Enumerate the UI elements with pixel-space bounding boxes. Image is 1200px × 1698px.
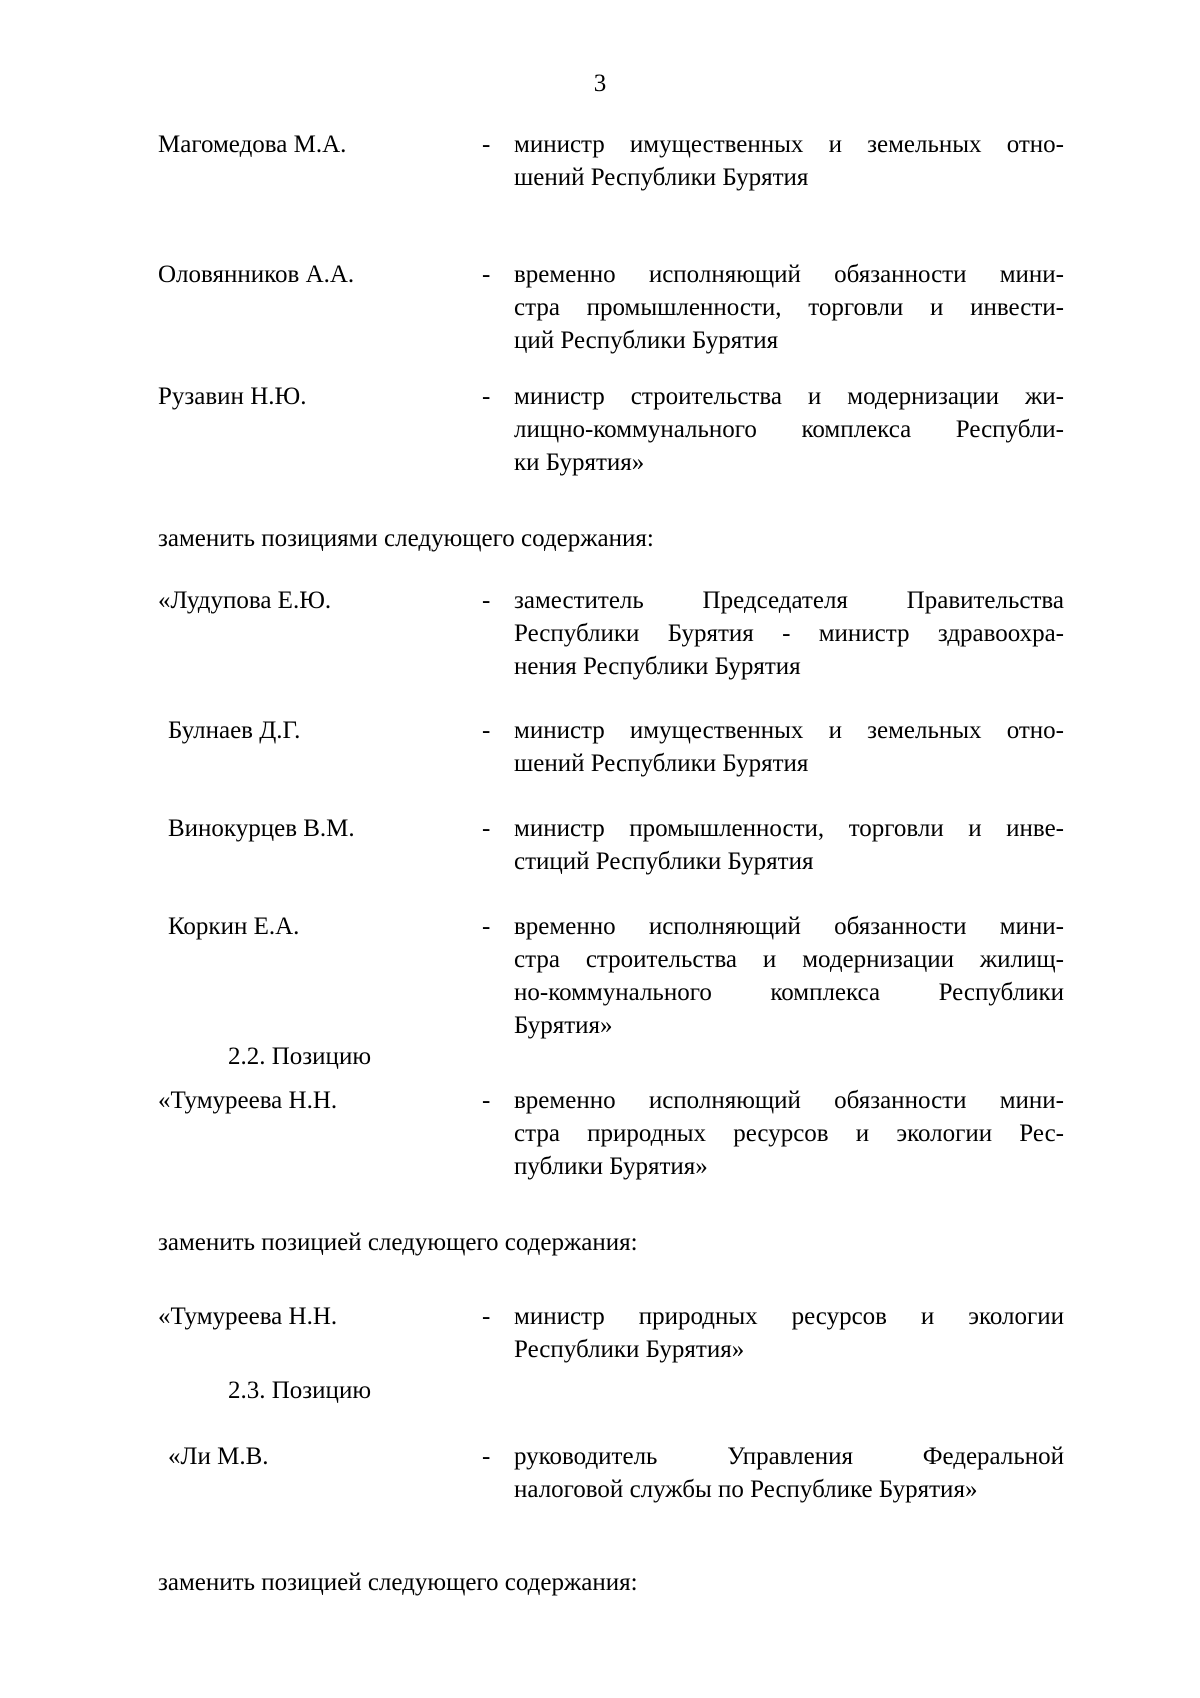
replace-instruction: заменить позициями следующего содержания: [158,525,654,552]
description-line: ки Бурятия» [514,449,645,476]
dash: - [482,815,491,842]
dash: - [482,1443,491,1470]
description-line: министр природных ресурсов и экологии [514,1303,1064,1330]
person-name: «Лудупова Е.Ю. [158,587,332,614]
description-line: шений Республики Бурятия [514,164,809,191]
replace-instruction: заменить позицией следующего содержания: [158,1569,638,1596]
description-line: стиций Республики Бурятия [514,848,814,875]
description-line: временно исполняющий обязанности мини- [514,1087,1064,1114]
person-name: Оловянников А.А. [158,261,355,288]
person-name: Магомедова М.А. [158,131,347,158]
position-description [514,1440,1064,1506]
dash: - [482,1303,491,1330]
description-line: ций Республики Бурятия [514,327,779,354]
description-line: министр промышленности, торговли и инве- [514,815,1064,842]
person-name: «Ли М.В. [168,1443,269,1470]
description-line: лищно-коммунального комплекса Республи- [514,416,1064,443]
person-name: Булнаев Д.Г. [168,717,301,744]
person-name: Коркин Е.А. [168,913,300,940]
person-name: Рузавин Н.Ю. [158,383,307,410]
position-description [514,1300,1064,1366]
dash: - [482,131,491,158]
section-heading: 2.3. Позицию [228,1377,371,1404]
position-description [514,1084,1064,1183]
description-line: шений Республики Бурятия [514,750,809,777]
dash: - [482,383,491,410]
section-heading: 2.2. Позицию [228,1043,371,1070]
position-description [514,910,1064,1042]
description-line: руководитель Управления Федеральной [514,1443,1064,1470]
description-line: Республики Бурятия» [514,1336,745,1363]
description-line: но-коммунального комплекса Республики [514,979,1064,1006]
dash: - [482,717,491,744]
position-description [514,714,1064,780]
dash: - [482,587,491,614]
description-line: стра природных ресурсов и экологии Рес- [514,1120,1064,1147]
description-line: стра промышленности, торговли и инвести- [514,294,1064,321]
description-line: нения Республики Бурятия [514,653,801,680]
person-name: «Тумуреева Н.Н. [158,1087,338,1114]
person-name: «Тумуреева Н.Н. [158,1303,338,1330]
description-line: временно исполняющий обязанности мини- [514,913,1064,940]
person-name: Винокурцев В.М. [168,815,355,842]
description-line: стра строительства и модернизации жилищ- [514,946,1064,973]
replace-instruction: заменить позицией следующего содержания: [158,1229,638,1256]
dash: - [482,261,491,288]
page-number: 3 [593,70,607,97]
description-line: Республики Бурятия - министр здравоохра- [514,620,1064,647]
description-line: министр имущественных и земельных отно- [514,131,1064,158]
description-line: министр строительства и модернизации жи- [514,383,1064,410]
dash: - [482,913,491,940]
description-line: Бурятия» [514,1012,613,1039]
dash: - [482,1087,491,1114]
position-description [514,258,1064,357]
description-line: заместитель Председателя Правительства [514,587,1064,614]
position-description [514,584,1064,683]
description-line: временно исполняющий обязанности мини- [514,261,1064,288]
description-line: публики Бурятия» [514,1153,708,1180]
position-description [514,128,1064,194]
position-description [514,380,1064,479]
description-line: министр имущественных и земельных отно- [514,717,1064,744]
position-description [514,812,1064,878]
description-line: налоговой службы по Республике Бурятия» [514,1476,978,1503]
